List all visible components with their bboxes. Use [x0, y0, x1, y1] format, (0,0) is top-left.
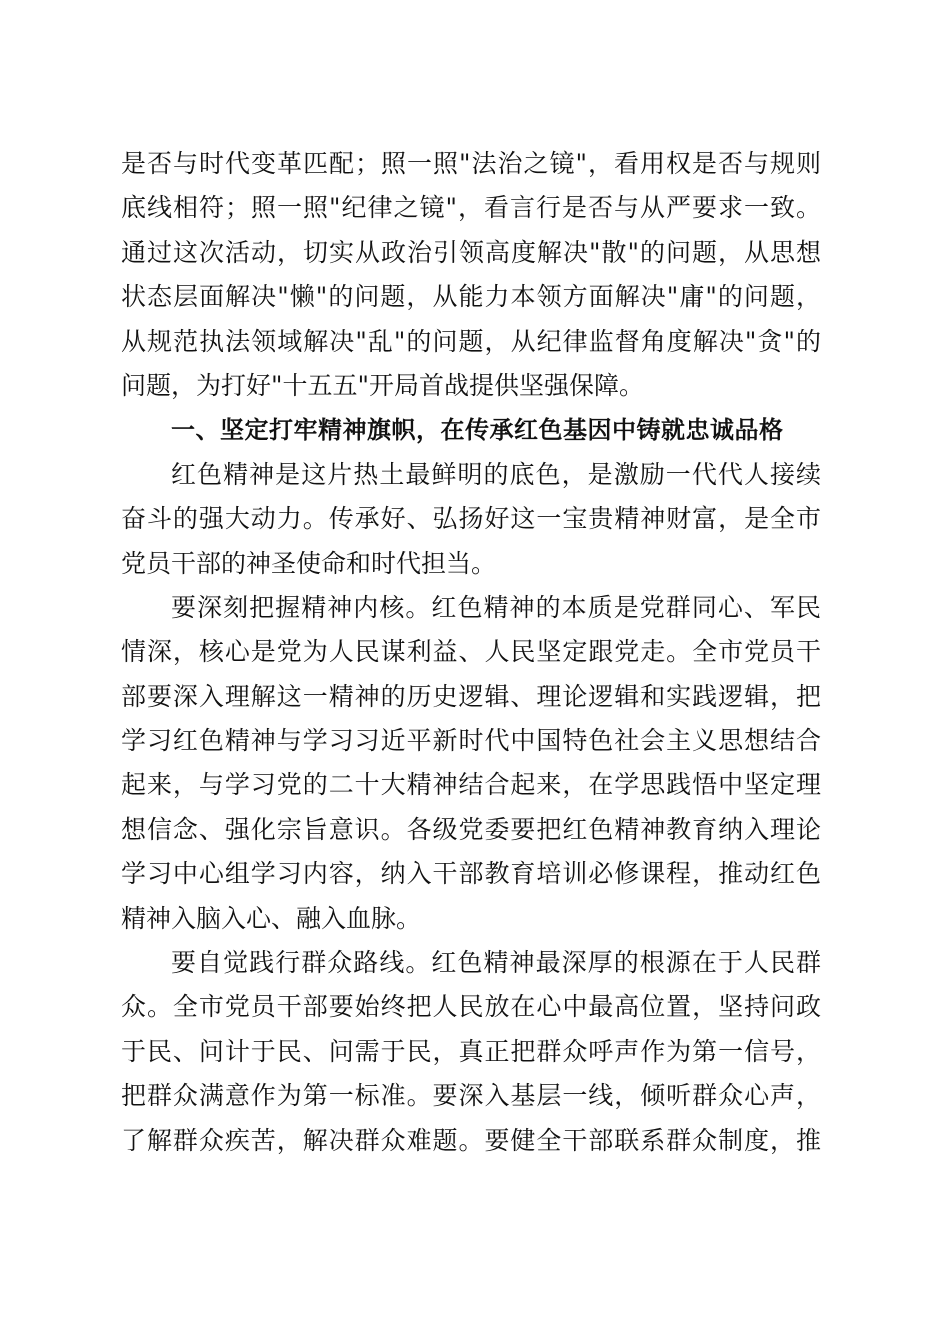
text-line: 底线相符；照一照"纪律之镜"，看言行是否与从严要求一致。	[121, 193, 821, 223]
text-line: 奋斗的强大动力。传承好、弘扬好这一宝贵精神财富，是全市	[121, 504, 821, 534]
text-line: 情深，核心是党为人民谋利益、人民坚定跟党走。全市党员干	[121, 637, 821, 667]
text-line: 要自觉践行群众路线。红色精神最深厚的根源在于人民群	[171, 948, 821, 978]
paragraph-1	[121, 453, 821, 586]
text-line: 红色精神是这片热土最鲜明的底色，是激励一代代人接续	[171, 459, 821, 489]
document-body	[121, 142, 821, 1163]
text-line: 把群众满意作为第一标准。要深入基层一线，倾听群众心声，	[121, 1081, 821, 1111]
text-line: 部要深入理解这一精神的历史逻辑、理论逻辑和实践逻辑，把	[121, 681, 821, 711]
paragraph-3	[121, 941, 821, 1163]
text-line: 通过这次活动，切实从政治引领高度解决"散"的问题，从思想	[121, 237, 821, 267]
text-line: 要深刻把握精神内核。红色精神的本质是党群同心、军民	[171, 592, 821, 622]
text-line: 想信念、强化宗旨意识。各级党委要把红色精神教育纳入理论	[121, 814, 821, 844]
text-line: 于民、问计于民、问需于民，真正把群众呼声作为第一信号，	[121, 1036, 821, 1066]
text-line: 了解群众疾苦，解决群众难题。要健全干部联系群众制度，推	[121, 1125, 821, 1155]
text-line: 众。全市党员干部要始终把人民放在心中最高位置，坚持问政	[121, 992, 821, 1022]
section-heading: 一、坚定打牢精神旗帜，在传承红色基因中铸就忠诚品格	[171, 416, 784, 445]
text-line: 精神入脑入心、融入血脉。	[121, 903, 422, 933]
text-line: 学习中心组学习内容，纳入干部教育培训必修课程，推动红色	[121, 859, 821, 889]
text-line: 从规范执法领域解决"乱"的问题，从纪律监督角度解决"贪"的	[121, 326, 821, 356]
intro-paragraph	[121, 142, 821, 408]
text-line: 学习红色精神与学习习近平新时代中国特色社会主义思想结合	[121, 726, 821, 756]
text-line: 状态层面解决"懒"的问题，从能力本领方面解决"庸"的问题，	[121, 282, 821, 312]
text-line: 问题，为打好"十五五"开局首战提供坚强保障。	[121, 370, 644, 400]
text-line: 是否与时代变革匹配；照一照"法治之镜"，看用权是否与规则	[121, 149, 821, 178]
text-line: 起来，与学习党的二十大精神结合起来，在学思践悟中坚定理	[121, 770, 821, 800]
paragraph-2	[121, 586, 821, 941]
text-line: 党员干部的神圣使命和时代担当。	[121, 548, 497, 578]
